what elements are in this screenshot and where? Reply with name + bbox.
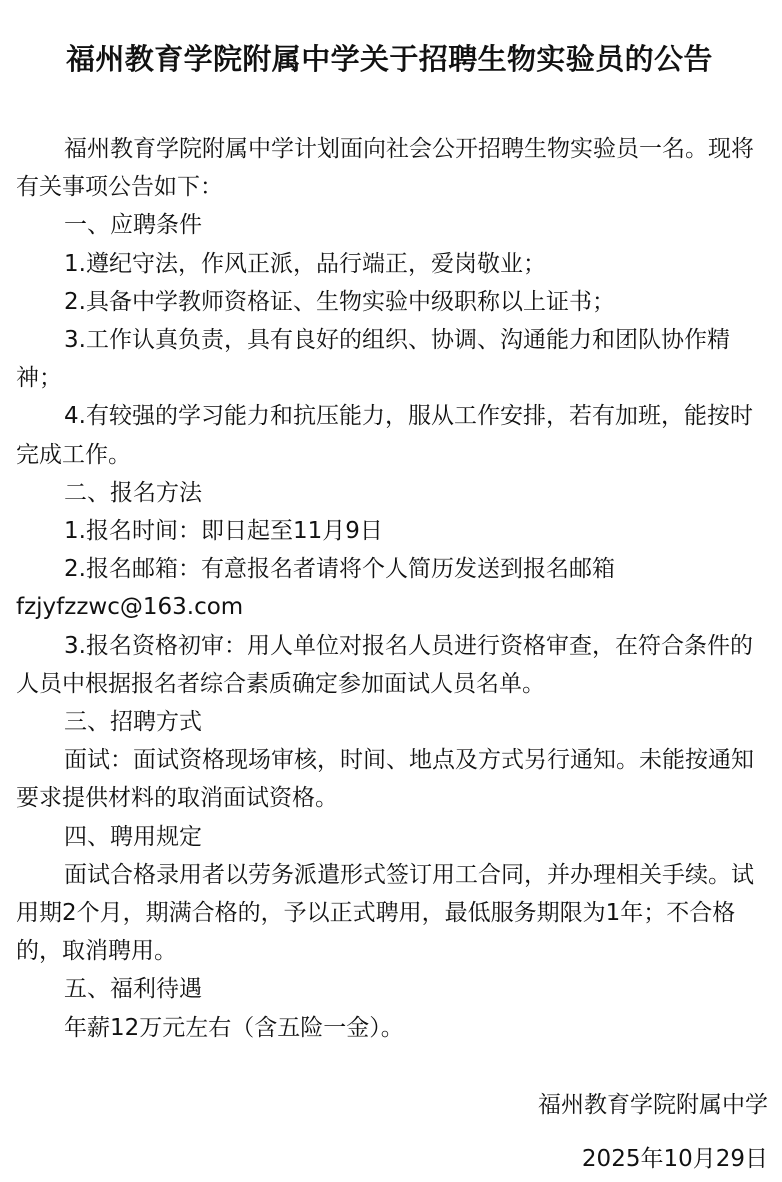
- announcement-body: [16, 130, 766, 1047]
- signature-date: 2025年10月29日: [581, 1146, 768, 1172]
- condition-item-2: 2.具备中学教师资格证、生物实验中级职称以上证书；: [64, 288, 615, 315]
- section-heading-benefits: 五、福利待遇: [64, 976, 202, 1003]
- registration-time: 1.报名时间：即日起至11月9日: [64, 518, 383, 545]
- condition-item-3: 3.工作认真负责，具有良好的组织、协调、沟通能力和团队协作精神；: [16, 327, 730, 392]
- registration-review: 3.报名资格初审：用人单位对报名人员进行资格审查，在符合条件的人员中根据报名者综合素质确定参加面试人员名单。: [16, 632, 753, 697]
- condition-item-4: 4.有较强的学习能力和抗压能力，服从工作安排，若有加班，能按时完成工作。: [16, 403, 753, 468]
- section-heading-registration: 二、报名方法: [64, 479, 202, 506]
- interview-details: 面试：面试资格现场审核，时间、地点及方式另行通知。未能按通知要求提供材料的取消面试资格。: [16, 747, 754, 812]
- section-heading-conditions: 一、应聘条件: [64, 212, 202, 239]
- announcement-title: 福州教育学院附属中学关于招聘生物实验员的公告: [66, 42, 713, 76]
- registration-email: 2.报名邮箱：有意报名者请将个人简历发送到报名邮箱fzjyfzzwc@163.com: [16, 556, 615, 621]
- condition-item-1: 1.遵纪守法，作风正派，品行端正，爱岗敬业；: [64, 250, 546, 277]
- employment-details: 面试合格录用者以劳务派遣形式签订用工合同，并办理相关手续。试用期2个月，期满合格的，予以正式聘用，最低服务期限为1年；不合格的，取消聘用。: [16, 861, 754, 965]
- section-heading-method: 三、招聘方式: [64, 709, 202, 736]
- section-heading-employment: 四、聘用规定: [64, 823, 202, 850]
- intro-paragraph: 福州教育学院附属中学计划面向社会公开招聘生物实验员一名。现将有关事项公告如下：: [16, 136, 754, 201]
- signature-school: 福州教育学院附属中学: [538, 1092, 768, 1118]
- salary-details: 年薪12万元左右（含五险一金）。: [64, 1014, 404, 1041]
